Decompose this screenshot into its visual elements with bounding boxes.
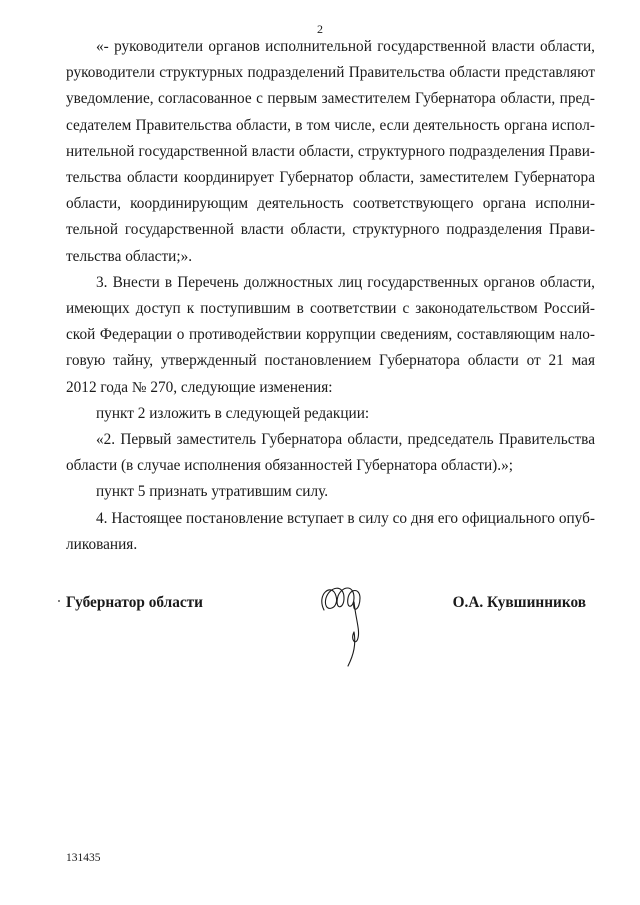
page-number: 2 [317, 22, 323, 36]
paragraph-item-3: 3. Внести в Перечень должностных лиц государственных органов области, имеющих доступ к поступившим в соответствии с законодательством Российской Федерации о противодействии коррупции сведениям, составляющим налоговую тайну, утвержденный постановлением Губернатора области от 21 мая 2012 года № 270, следующие изменения: [66, 273, 595, 396]
paragraph-point-2-intro: пункт 2 изложить в следующей редакции: [96, 404, 370, 422]
signatory-name: О.А. Кувшинников [452, 594, 586, 611]
handwritten-signature [310, 580, 380, 670]
paragraph-item-4: 4. Настоящее постановление вступает в силу со дня его официального опубликования. [66, 509, 595, 553]
signature-block [0, 590, 640, 680]
paragraph-amendment-quote: «- руководители органов исполнительной государственной власти области, руководители структурных подразделений Правительства области представляют уведомление, согласованное с первым заместителем Губернатора области, председателем Правительства области, в том числе, если деятельность органа исполнительной государственной власти области, структурного подразделения Правительства области координирует Губернатор области, заместителем Губернатора области, координирующим деятельность соответствующего органа исполнительной государственной власти области, структурного подразделения Правительства области;». [66, 38, 595, 265]
document-id: 131435 [66, 852, 101, 864]
paragraph-point-5: пункт 5 признать утратившим силу. [96, 483, 329, 501]
paragraph-point-2-text: «2. Первый заместитель Губернатора области, председатель Правительства области (в случае исполнения обязанностей Губернатора области).»; [66, 431, 595, 475]
signatory-title: Губернатор области [66, 594, 203, 611]
document-body [66, 34, 595, 558]
